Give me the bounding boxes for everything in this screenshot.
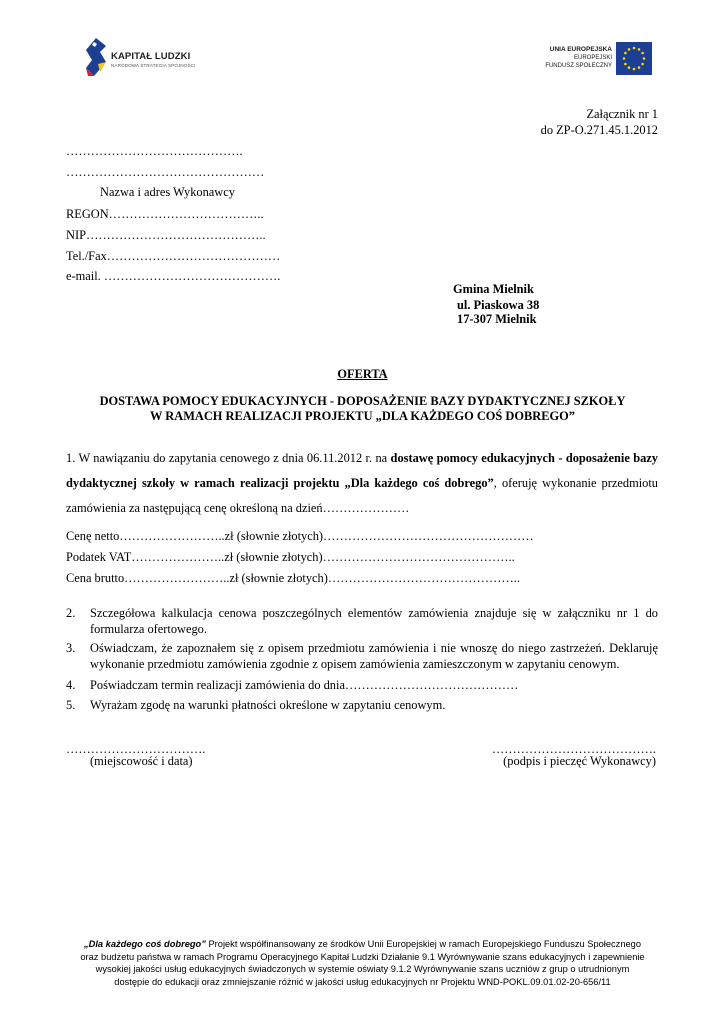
signature-contractor-label: (podpis i pieczęć Wykonawcy) [503, 754, 656, 768]
offer-point-1-text-a: 1. W nawiązaniu do zapytania cenowego z dnia 06.11.2012 r. na [66, 451, 391, 465]
list-item-text: Oświadczam, że zapoznałem się z opisem przedmiotu zamówienia i nie wnoszę do niego zastrzeżeń. Deklaruję wykonanie przedmiotu zamówienia zgodnie z opisem zamówienia zamieszczonym w zapytaniu cenowym. [90, 641, 658, 671]
contractor-dots-2: ………………………………………… [66, 165, 265, 179]
recipient-city: 17-307 Mielnik [457, 312, 537, 326]
footer-line-3: wysokiej jakości usług edukacyjnych świadczonych w systemie oświaty 9.1.2 Wyrównywanie szans uczniów z grup o utrudnionym [95, 964, 630, 974]
footer-line-1 [60, 938, 665, 951]
kapital-ludzki-logo-mark-icon [86, 38, 106, 76]
price-netto: Cenę netto……………………..zł (słownie złotych)…………………………………………… [66, 529, 534, 543]
offer-subtitle-1: DOSTAWA POMOCY EDUKACYJNYCH - DOPOSAŻENIE BAZY DYDAKTYCZNEJ SZKOŁY [99, 394, 626, 408]
recipient-street: ul. Piaskowa 38 [457, 298, 540, 312]
footer-line-4: dostępie do edukacji oraz zmniejszanie różnić w jakości usług edukacyjnych nr Projektu WND-POKL.09.01.02-20-656/11 [114, 976, 611, 987]
list-item-number: 4. [66, 678, 76, 692]
page-footer [60, 938, 665, 988]
eu-flag-icon [616, 42, 652, 75]
contractor-nip: NIP…………………………………….. [66, 228, 266, 242]
annex-reference: do ZP-O.271.45.1.2012 [540, 123, 658, 137]
kapital-ludzki-logo [86, 38, 206, 78]
contractor-tel: Tel./Fax…………………………………… [66, 249, 281, 263]
list-item-number: 5. [66, 698, 76, 712]
annex-number: Załącznik nr 1 [586, 107, 658, 121]
contractor-dots-1: ……………………………………. [66, 144, 243, 158]
contractor-email: e-mail. ……………………………………. [66, 269, 281, 283]
contractor-name-label: Nazwa i adres Wykonawcy [100, 185, 235, 199]
eu-logo-line2: EUROPEJSKI [573, 55, 612, 61]
list-item-number: 2. [66, 606, 76, 620]
list-item-text: Wyrażam zgodę na warunki płatności określone w zapytaniu cenowym. [90, 698, 446, 712]
offer-subtitle-2: W RAMACH REALIZACJI PROJEKTU „DLA KAŻDEGO COŚ DOBREGO” [150, 409, 575, 423]
list-item-text: Poświadczam termin realizacji zamówienia do dnia…………………………………… [90, 678, 519, 692]
offer-point-1-text-b: , oferuję wykonanie przedmiotu zamówienia za następującą cenę określoną na dzień………………… [66, 476, 658, 515]
eu-logo-text [545, 45, 612, 70]
signature-place-dots: ……………………………. [66, 742, 206, 756]
signature-place-label: (miejscowość i data) [90, 754, 193, 768]
footer-line-2: oraz budżetu państwa w ramach Programu Operacyjnego Kapitał Ludzki Działanie 9.1 Wyrównywanie szans edukacyjnych i zapewnienie [80, 951, 645, 962]
eu-logo-line1: UNIA EUROPEJSKA [549, 46, 612, 53]
contractor-regon: REGON……………………………….. [66, 207, 264, 221]
price-brutto: Cena brutto……………………..zł (słownie złotych)……………………………………….. [66, 571, 520, 585]
footer-line-1-text: Projekt współfinansowany ze środków Unii Europejskiej w ramach Europejskiego Funduszu Społecznego [205, 939, 642, 949]
price-vat: Podatek VAT…………………..zł (słownie złotych)……………………………………….. [66, 550, 515, 564]
offer-point-1-bold: dostawę pomocy edukacyjnych - doposażenie bazy dydaktycznej szkoły w ramach realizacji projektu „Dla każdego coś dobrego” [66, 451, 658, 490]
offer-title: OFERTA [337, 367, 388, 381]
kapital-ludzki-subtitle: NARODOWA STRATEGIA SPÓJNOŚCI [111, 63, 196, 68]
footer-project-name: „Dla każdego coś dobrego” [83, 939, 206, 949]
kapital-ludzki-title: KAPITAŁ LUDZKI [111, 51, 191, 62]
list-item-text: Szczegółowa kalkulacja cenowa poszczególnych elementów zamówienia znajduje się w załączniku nr 1 do formularza ofertowego. [90, 606, 658, 636]
list-item-number: 3. [66, 641, 76, 655]
eu-logo [518, 42, 652, 76]
eu-logo-line3: FUNDUSZ SPOŁECZNY [545, 63, 612, 69]
recipient-name: Gmina Mielnik [453, 282, 534, 296]
signature-contractor-dots: …………………………………. [491, 742, 656, 756]
offer-point-1 [66, 446, 658, 521]
